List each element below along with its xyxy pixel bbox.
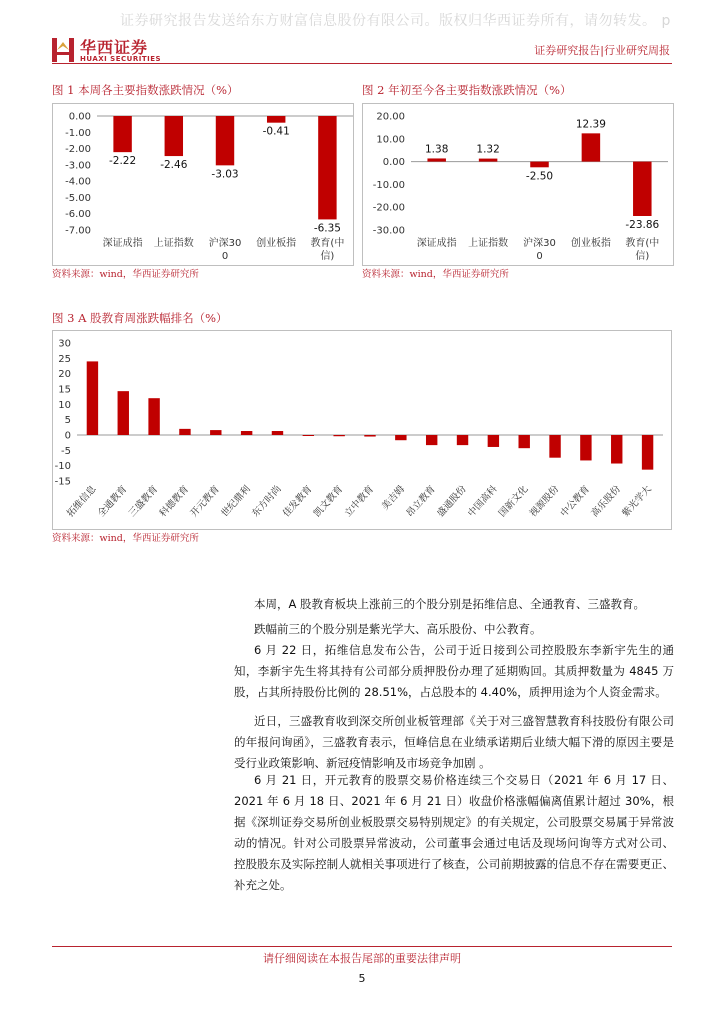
figure-3-svg [53,331,671,529]
y-tick-label: -6.00 [65,209,91,221]
data-label: -23.86 [625,219,660,232]
y-tick-label: 0 [64,430,71,442]
bar [395,435,406,440]
category-label: 创业板指 [256,238,297,249]
data-label: -2.46 [160,159,188,172]
paragraph-2: 跌幅前三的个股分别是紫光学大、高乐股份、中公教育。 [254,622,542,636]
bar [241,431,252,435]
figure-1-chart [52,103,354,266]
y-tick-label: -5.00 [65,192,91,204]
bar [333,435,344,436]
figure-1-svg [53,104,353,265]
bar [216,116,234,165]
category-label: 国新文化 [496,483,531,520]
bar [118,391,129,435]
category-label: 创业板指 [570,238,611,249]
y-tick-label: -2.00 [65,144,91,156]
figure-3-title: 图 3 A 股教育周涨跌幅排名（%） [52,311,228,325]
category-label: 昂立教育 [404,483,438,520]
category-label: 中国高科 [465,483,500,520]
data-label: 1.38 [425,143,449,156]
bar [633,162,652,216]
bar [87,361,98,435]
figure-2-chart [362,103,674,266]
bar [582,133,601,161]
bar [426,435,437,445]
bar [272,431,283,435]
category-label: 科德教育 [157,483,192,520]
category-label: 教育(中信) [310,238,345,262]
y-tick-label: -30.00 [372,225,405,237]
y-tick-label: -20.00 [372,202,405,214]
bar [210,430,221,435]
y-tick-label: -1.00 [65,127,91,139]
category-label: 中公教育 [558,483,593,520]
bar [165,116,183,156]
category-label: 世纪鼎利 [219,483,253,520]
y-tick-label: -7.00 [65,225,91,237]
y-tick-label: -15 [54,476,71,488]
paragraph-3: 6 月 22 日，拓维信息发布公告，公司于近日接到公司控股股东李新宇先生的通知，李新宇先生将其持有公司部分质押股份办理了延期购回。其质押数量为 4845 万股，占其所持股份比例的 28.51%，占总股本的 4.40%，质押用途为个人资金需求。 [234,643,674,699]
category-label: 紫光学大 [620,483,654,520]
y-tick-label: -10 [54,461,71,473]
category-label: 上证指数 [153,238,194,249]
category-label: 深证成指 [416,238,457,249]
y-tick-label: 25 [58,353,71,365]
figure-3-source: 资料来源：wind，华西证券研究所 [52,533,199,544]
watermark-text: 证券研究报告发送给东方财富信息股份有限公司。版权归华西证券所有，请勿转发。 p [120,13,671,29]
y-tick-label: 0.00 [382,157,405,169]
category-label: 三盛教育 [126,483,161,520]
bar [642,435,653,470]
y-tick-label: 10.00 [376,134,405,146]
data-label: -6.35 [313,222,341,235]
figure-1-source: 资料来源：wind，华西证券研究所 [52,269,199,280]
figure-2-source: 资料来源：wind，华西证券研究所 [362,269,509,280]
bar [519,435,530,448]
footer-divider [52,946,672,947]
category-label: 沪深30 0 [208,238,242,262]
paragraph-1: 本周，A 股教育板块上涨前三的个股分别是拓维信息、全通教育、三盛教育。 [254,597,646,611]
header-divider [52,63,672,64]
logo-chinese-name: 华西证券 [80,38,149,57]
data-label: -2.50 [525,170,554,183]
category-label: 上证指数 [468,238,509,249]
y-tick-label: -10.00 [372,179,405,191]
page-number: 5 [358,972,366,985]
data-label: -0.41 [262,125,290,138]
y-tick-label: -3.00 [65,160,91,172]
figure-2-svg [363,104,673,265]
category-label: 高乐股份 [589,483,623,520]
y-tick-label: -4.00 [65,176,91,188]
data-label: -3.03 [211,168,239,181]
category-label: 教育(中信) [625,238,660,262]
bar [303,435,314,436]
y-tick-label: 0.00 [68,111,91,123]
bar [113,116,131,152]
category-label: 凯文教育 [311,483,346,520]
bar [267,116,285,123]
category-label: 东方时尚 [250,483,284,520]
category-label: 立中教育 [342,483,377,520]
figure-2-title: 图 2 年初至今各主要指数涨跌情况（%） [362,83,572,97]
bar [364,435,375,437]
y-tick-label: 5 [64,415,71,427]
y-tick-label: 10 [58,399,71,411]
legal-disclaimer-note: 请仔细阅读在本报告尾部的重要法律声明 [263,952,461,965]
category-label: 沪深30 0 [523,238,556,262]
bar [580,435,591,460]
bar [488,435,499,447]
figure-1-title: 图 1 本周各主要指数涨跌情况（%） [52,83,239,97]
category-label: 全通教育 [95,483,130,520]
document-type-label: 证券研究报告|行业研究周报 [534,44,670,57]
y-tick-label: 20.00 [376,111,405,123]
huaxi-logo-icon [52,36,74,62]
category-label: 视源股份 [527,483,562,520]
category-label: 佳发教育 [280,483,315,520]
bar [457,435,468,445]
y-tick-label: 15 [58,384,71,396]
paragraph-4: 近日，三盛教育收到深交所创业板管理部《关于对三盛智慧教育科技股份有限公司的年报问询函》，三盛教育表示，恒峰信息在业绩承诺期后业绩大幅下滑的原因主要是受行业政策影响、新冠疫情影响及市场竞争加剧 。 [234,714,674,770]
data-label: 12.39 [575,118,606,131]
bar [427,158,446,161]
y-tick-label: 20 [58,369,71,381]
figure-3-chart [52,330,672,530]
data-label: 1.32 [476,143,500,156]
category-label: 深证成指 [102,238,143,249]
category-label: 开元教育 [188,483,223,520]
y-tick-label: -5 [61,445,71,457]
bar [179,429,190,435]
bar [549,435,560,458]
paragraph-5: 6 月 21 日，开元教育的股票交易价格连续三个交易日（2021 年 6 月 17 日、2021 年 6 月 18 日、2021 年 6 月 21 日）收盘价格涨幅偏离值累计超过 30%，根据《深圳证券交易所创业板股票交易特别规定》的有关规定，公司股票交易属于异常波动的情况。针对公司股票异常波动，公司董事会通过电话及现场问询等方式对公司、 控股股东及实际控制人就相关事项进行了核查，公司前期披露的信息不存在需要更正、补充之处。 [234,773,674,892]
bar [318,116,336,219]
logo-english-name: HUAXI SECURITIES [80,55,162,63]
bar [611,435,622,464]
category-label: 拓维信息 [65,483,99,520]
category-label: 盛通股份 [435,483,469,520]
category-label: 美吉姆 [379,483,408,513]
bar [479,159,498,162]
bar [148,398,159,435]
y-tick-label: 30 [58,338,71,350]
bar [530,162,549,168]
data-label: -2.22 [109,155,137,168]
